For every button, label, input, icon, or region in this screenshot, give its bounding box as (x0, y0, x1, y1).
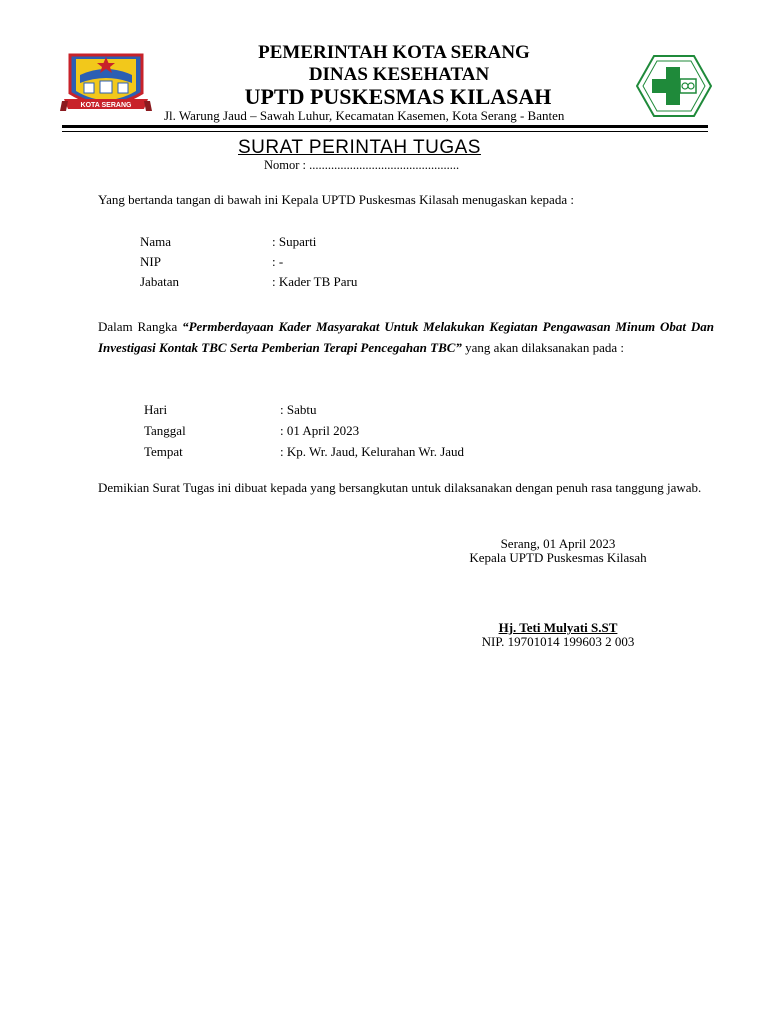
schedule-label-date: Tanggal (144, 423, 186, 438)
assignee-label-position: Jabatan (140, 274, 179, 289)
schedule-value-day: : Sabtu (280, 402, 317, 417)
intro-paragraph: Yang bertanda tangan di bawah ini Kepala UPTD Puskesmas Kilasah menugaskan kepada : (98, 192, 574, 207)
puskesmas-cross-emblem-icon (636, 55, 712, 117)
signature-name: Hj. Teti Mulyati S.ST (498, 620, 618, 635)
purpose-paragraph (98, 316, 714, 358)
purpose-suffix: yang akan dilaksanakan pada : (461, 340, 624, 355)
assignee-label-nip: NIP (140, 254, 161, 269)
purpose-prefix: Dalam Rangka (98, 319, 183, 334)
assignee-value-position: : Kader TB Paru (272, 274, 358, 289)
schedule-label-day: Hari (144, 402, 168, 417)
kota-serang-emblem-icon (60, 49, 152, 121)
signature-position: Kepala UPTD Puskesmas Kilasah (469, 550, 647, 565)
assignee-value-name: : Suparti (272, 234, 317, 249)
schedule-value-date: : 01 April 2023 (280, 423, 360, 438)
svg-text:KOTA SERANG: KOTA SERANG (80, 102, 132, 109)
letterhead-divider-thin (62, 131, 708, 132)
assignee-value-nip: : - (272, 254, 284, 269)
letterhead-institution: UPTD PUSKESMAS KILASAH (244, 84, 552, 109)
signature-place-date: Serang, 01 April 2023 (500, 536, 616, 551)
purpose-activity: “Permberdayaan Kader Masyarakat Untuk Melakukan Kegiatan Pengawasan Minum Obat Dan Investigasi Kontak TBC Serta Pemberian Terapi Pencegahan TBC” (98, 319, 714, 355)
assignee-label-name: Nama (140, 234, 172, 249)
schedule-label-place: Tempat (144, 444, 183, 459)
signature-nip: NIP. 19701014 199603 2 003 (481, 634, 635, 649)
letterhead-department: DINAS KESEHATAN (308, 64, 490, 85)
closing-paragraph: Demikian Surat Tugas ini dibuat kepada yang bersangkutan untuk dilaksanakan dengan penuh rasa tanggung jawab. (98, 480, 702, 495)
letterhead-address: Jl. Warung Jaud – Sawah Luhur, Kecamatan Kasemen, Kota Serang - Banten (164, 108, 565, 123)
letterhead-divider-thick (62, 125, 708, 128)
schedule-value-place: : Kp. Wr. Jaud, Kelurahan Wr. Jaud (280, 444, 465, 459)
document-title: SURAT PERINTAH TUGAS (238, 137, 481, 158)
document-number: Nomor : ................................................ (264, 158, 460, 172)
letterhead-government: PEMERINTAH KOTA SERANG (258, 42, 530, 63)
